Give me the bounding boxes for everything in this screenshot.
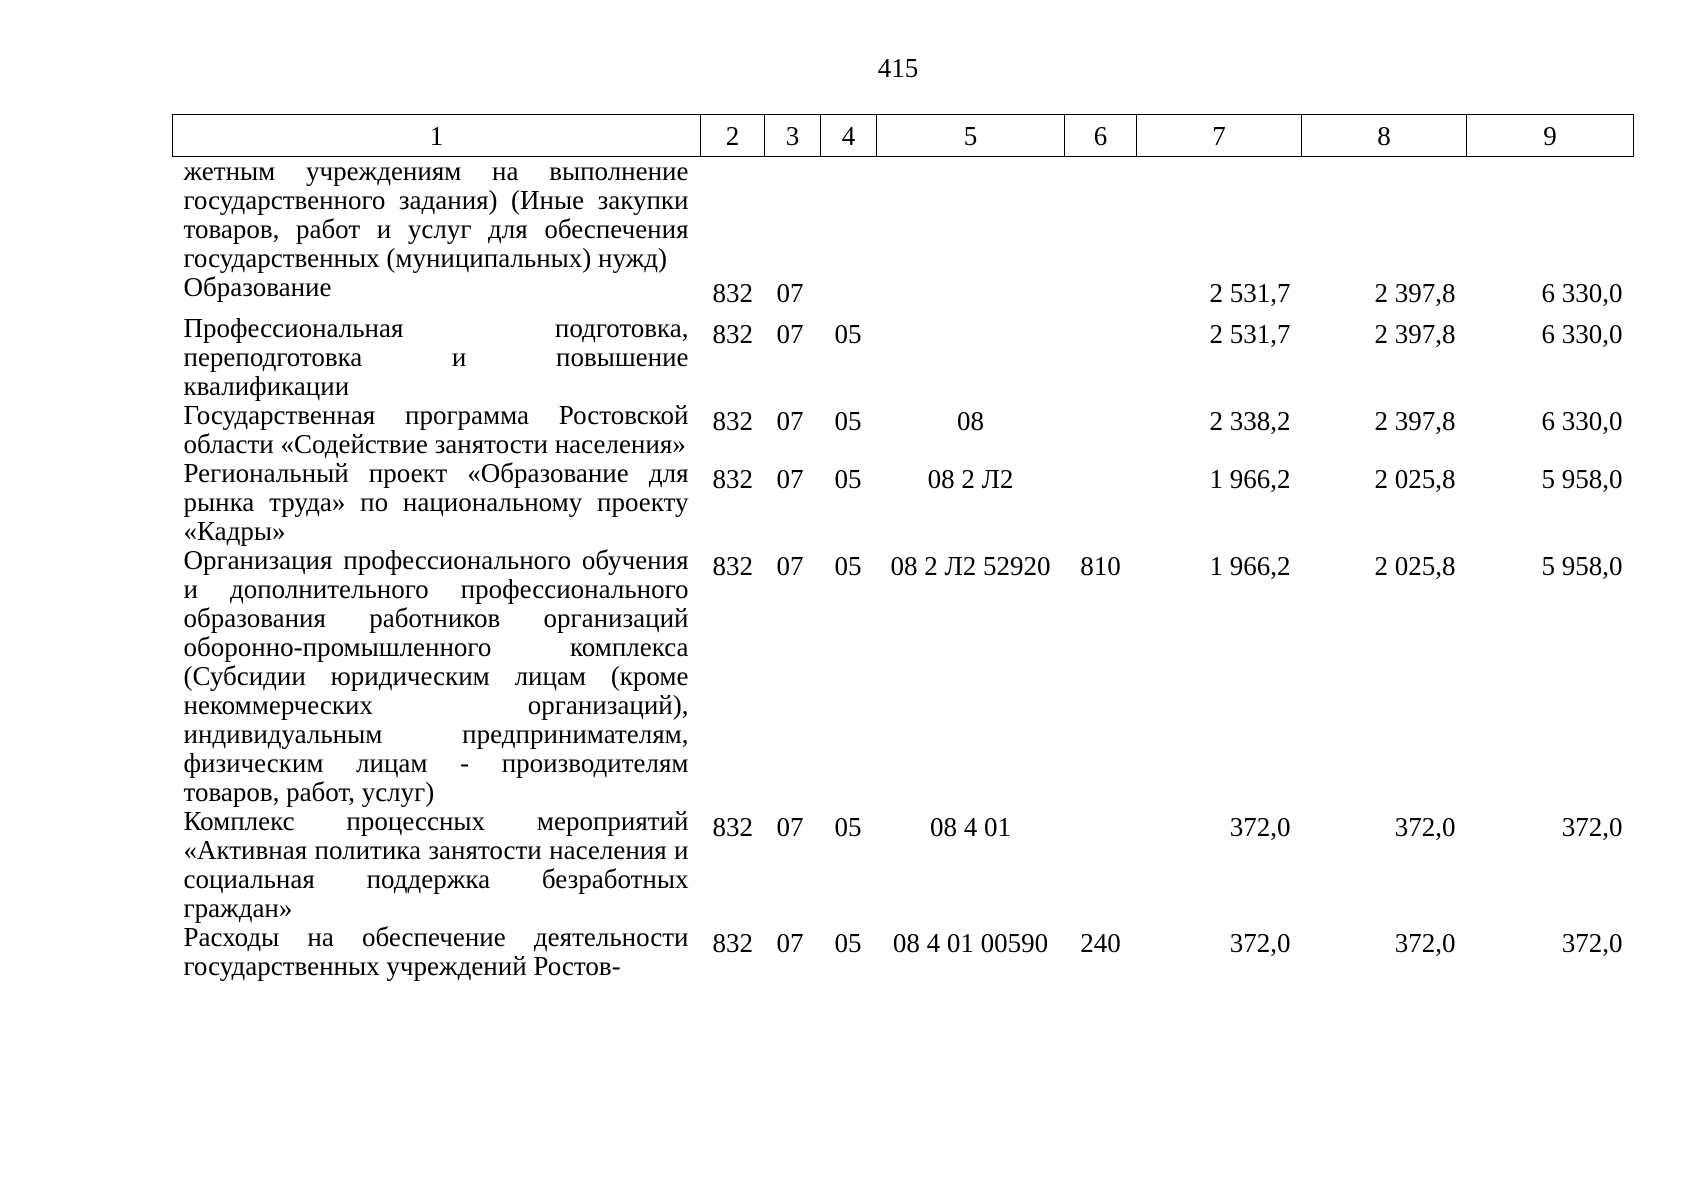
row-subsection xyxy=(821,273,877,314)
row-section xyxy=(765,157,821,274)
table-row xyxy=(173,157,1634,274)
header-col-3: 3 xyxy=(765,115,821,157)
row-ministry: 832 xyxy=(712,464,753,494)
table-header-row xyxy=(173,115,1634,157)
row-ministry: 832 xyxy=(712,551,753,581)
row-amount-9: 372,0 xyxy=(1561,928,1623,958)
row-section: 07 xyxy=(776,928,804,958)
table-row xyxy=(173,314,1634,401)
row-amount-7 xyxy=(1137,157,1302,274)
row-name: Расходы на обеспечение деятельности государственных учреждений Ростов- xyxy=(183,922,689,981)
row-name: Организация профессионального обучения и дополнительного профессионального образования работников организаций оборонно-промышленного комплекса (Субсидии юридическим лицам (кроме некоммерческих организаций), индивидуальным предпринимателям, физическим лицам - производителям товаров, работ, услуг) xyxy=(183,545,689,807)
row-ministry xyxy=(701,157,765,274)
page-number: 415 xyxy=(877,53,919,83)
row-subsection: 05 xyxy=(834,464,862,494)
row-ministry: 832 xyxy=(712,812,753,842)
row-amount-9 xyxy=(1467,157,1634,274)
row-subsection: 05 xyxy=(834,551,862,581)
row-amount-7: 2 338,2 xyxy=(1209,406,1291,436)
row-expense-type xyxy=(1065,459,1137,546)
row-amount-8: 2 025,8 xyxy=(1374,551,1456,581)
row-expense-type: 810 xyxy=(1080,551,1121,581)
row-amount-8: 372,0 xyxy=(1394,928,1456,958)
budget-table xyxy=(172,114,1634,981)
row-amount-8: 2 025,8 xyxy=(1374,464,1456,494)
row-ministry: 832 xyxy=(712,319,753,349)
row-amount-7: 1 966,2 xyxy=(1209,464,1291,494)
row-section: 07 xyxy=(776,319,804,349)
row-target-code xyxy=(877,314,1065,401)
row-target-code: 08 4 01 xyxy=(930,812,1011,842)
row-expense-type xyxy=(1065,807,1137,923)
row-amount-9: 6 330,0 xyxy=(1541,319,1623,349)
row-amount-9: 372,0 xyxy=(1561,812,1623,842)
header-col-4: 4 xyxy=(821,115,877,157)
row-target-code: 08 2 Л2 xyxy=(927,464,1014,494)
row-target-code xyxy=(877,273,1065,314)
row-name: Государственная программа Ростовской области «Содействие занятости населения» xyxy=(183,400,689,459)
row-expense-type xyxy=(1065,314,1137,401)
row-amount-8: 2 397,8 xyxy=(1374,406,1456,436)
row-name: Профессиональная подготовка, переподготовка и повышение квалификации xyxy=(183,313,689,401)
row-target-code: 08 xyxy=(957,406,984,436)
header-col-6: 6 xyxy=(1065,115,1137,157)
row-target-code xyxy=(877,157,1065,274)
row-section: 07 xyxy=(776,464,804,494)
row-amount-8: 372,0 xyxy=(1394,812,1456,842)
header-col-9: 9 xyxy=(1467,115,1634,157)
table-row xyxy=(173,401,1634,459)
table-row xyxy=(173,459,1634,546)
row-amount-7: 372,0 xyxy=(1229,928,1291,958)
row-expense-type xyxy=(1065,157,1137,274)
row-amount-7: 2 531,7 xyxy=(1209,278,1291,308)
row-ministry: 832 xyxy=(712,928,753,958)
header-col-1: 1 xyxy=(173,115,701,157)
row-subsection: 05 xyxy=(834,928,862,958)
row-section: 07 xyxy=(776,551,804,581)
row-amount-7: 372,0 xyxy=(1229,812,1291,842)
row-amount-8: 2 397,8 xyxy=(1374,319,1456,349)
row-amount-9: 6 330,0 xyxy=(1541,406,1623,436)
row-ministry: 832 xyxy=(712,278,753,308)
row-amount-7: 2 531,7 xyxy=(1209,319,1291,349)
row-section: 07 xyxy=(776,406,804,436)
row-subsection: 05 xyxy=(834,319,862,349)
table-row xyxy=(173,273,1634,314)
row-section: 07 xyxy=(776,278,804,308)
header-col-5: 5 xyxy=(877,115,1065,157)
row-amount-9: 5 958,0 xyxy=(1541,551,1623,581)
row-subsection: 05 xyxy=(834,812,862,842)
row-section: 07 xyxy=(776,812,804,842)
table-row xyxy=(173,807,1634,923)
header-col-7: 7 xyxy=(1137,115,1302,157)
row-expense-type xyxy=(1065,401,1137,459)
row-amount-8: 2 397,8 xyxy=(1374,278,1456,308)
row-ministry: 832 xyxy=(712,406,753,436)
row-amount-9: 5 958,0 xyxy=(1541,464,1623,494)
table-row xyxy=(173,546,1634,807)
row-name: Образование xyxy=(183,272,332,302)
row-subsection xyxy=(821,157,877,274)
header-col-2: 2 xyxy=(701,115,765,157)
row-expense-type xyxy=(1065,273,1137,314)
row-subsection: 05 xyxy=(834,406,862,436)
table-row xyxy=(173,923,1634,981)
row-name: Комплекс процессных мероприятий «Активная политика занятости населения и социальная поддержка безработных граждан» xyxy=(183,806,689,923)
row-amount-7: 1 966,2 xyxy=(1209,551,1291,581)
row-amount-9: 6 330,0 xyxy=(1541,278,1623,308)
row-target-code: 08 4 01 00590 xyxy=(892,928,1049,958)
row-name: жетным учреждениям на выполнение государственного задания) (Иные закупки товаров, работ и услуг для обеспечения государственных (муниципальных) нужд) xyxy=(183,156,689,273)
row-target-code: 08 2 Л2 52920 xyxy=(890,551,1051,581)
row-amount-8 xyxy=(1302,157,1467,274)
row-name: Региональный проект «Образование для рынка труда» по национальному проекту «Кадры» xyxy=(183,458,689,546)
row-expense-type: 240 xyxy=(1080,928,1121,958)
header-col-8: 8 xyxy=(1302,115,1467,157)
